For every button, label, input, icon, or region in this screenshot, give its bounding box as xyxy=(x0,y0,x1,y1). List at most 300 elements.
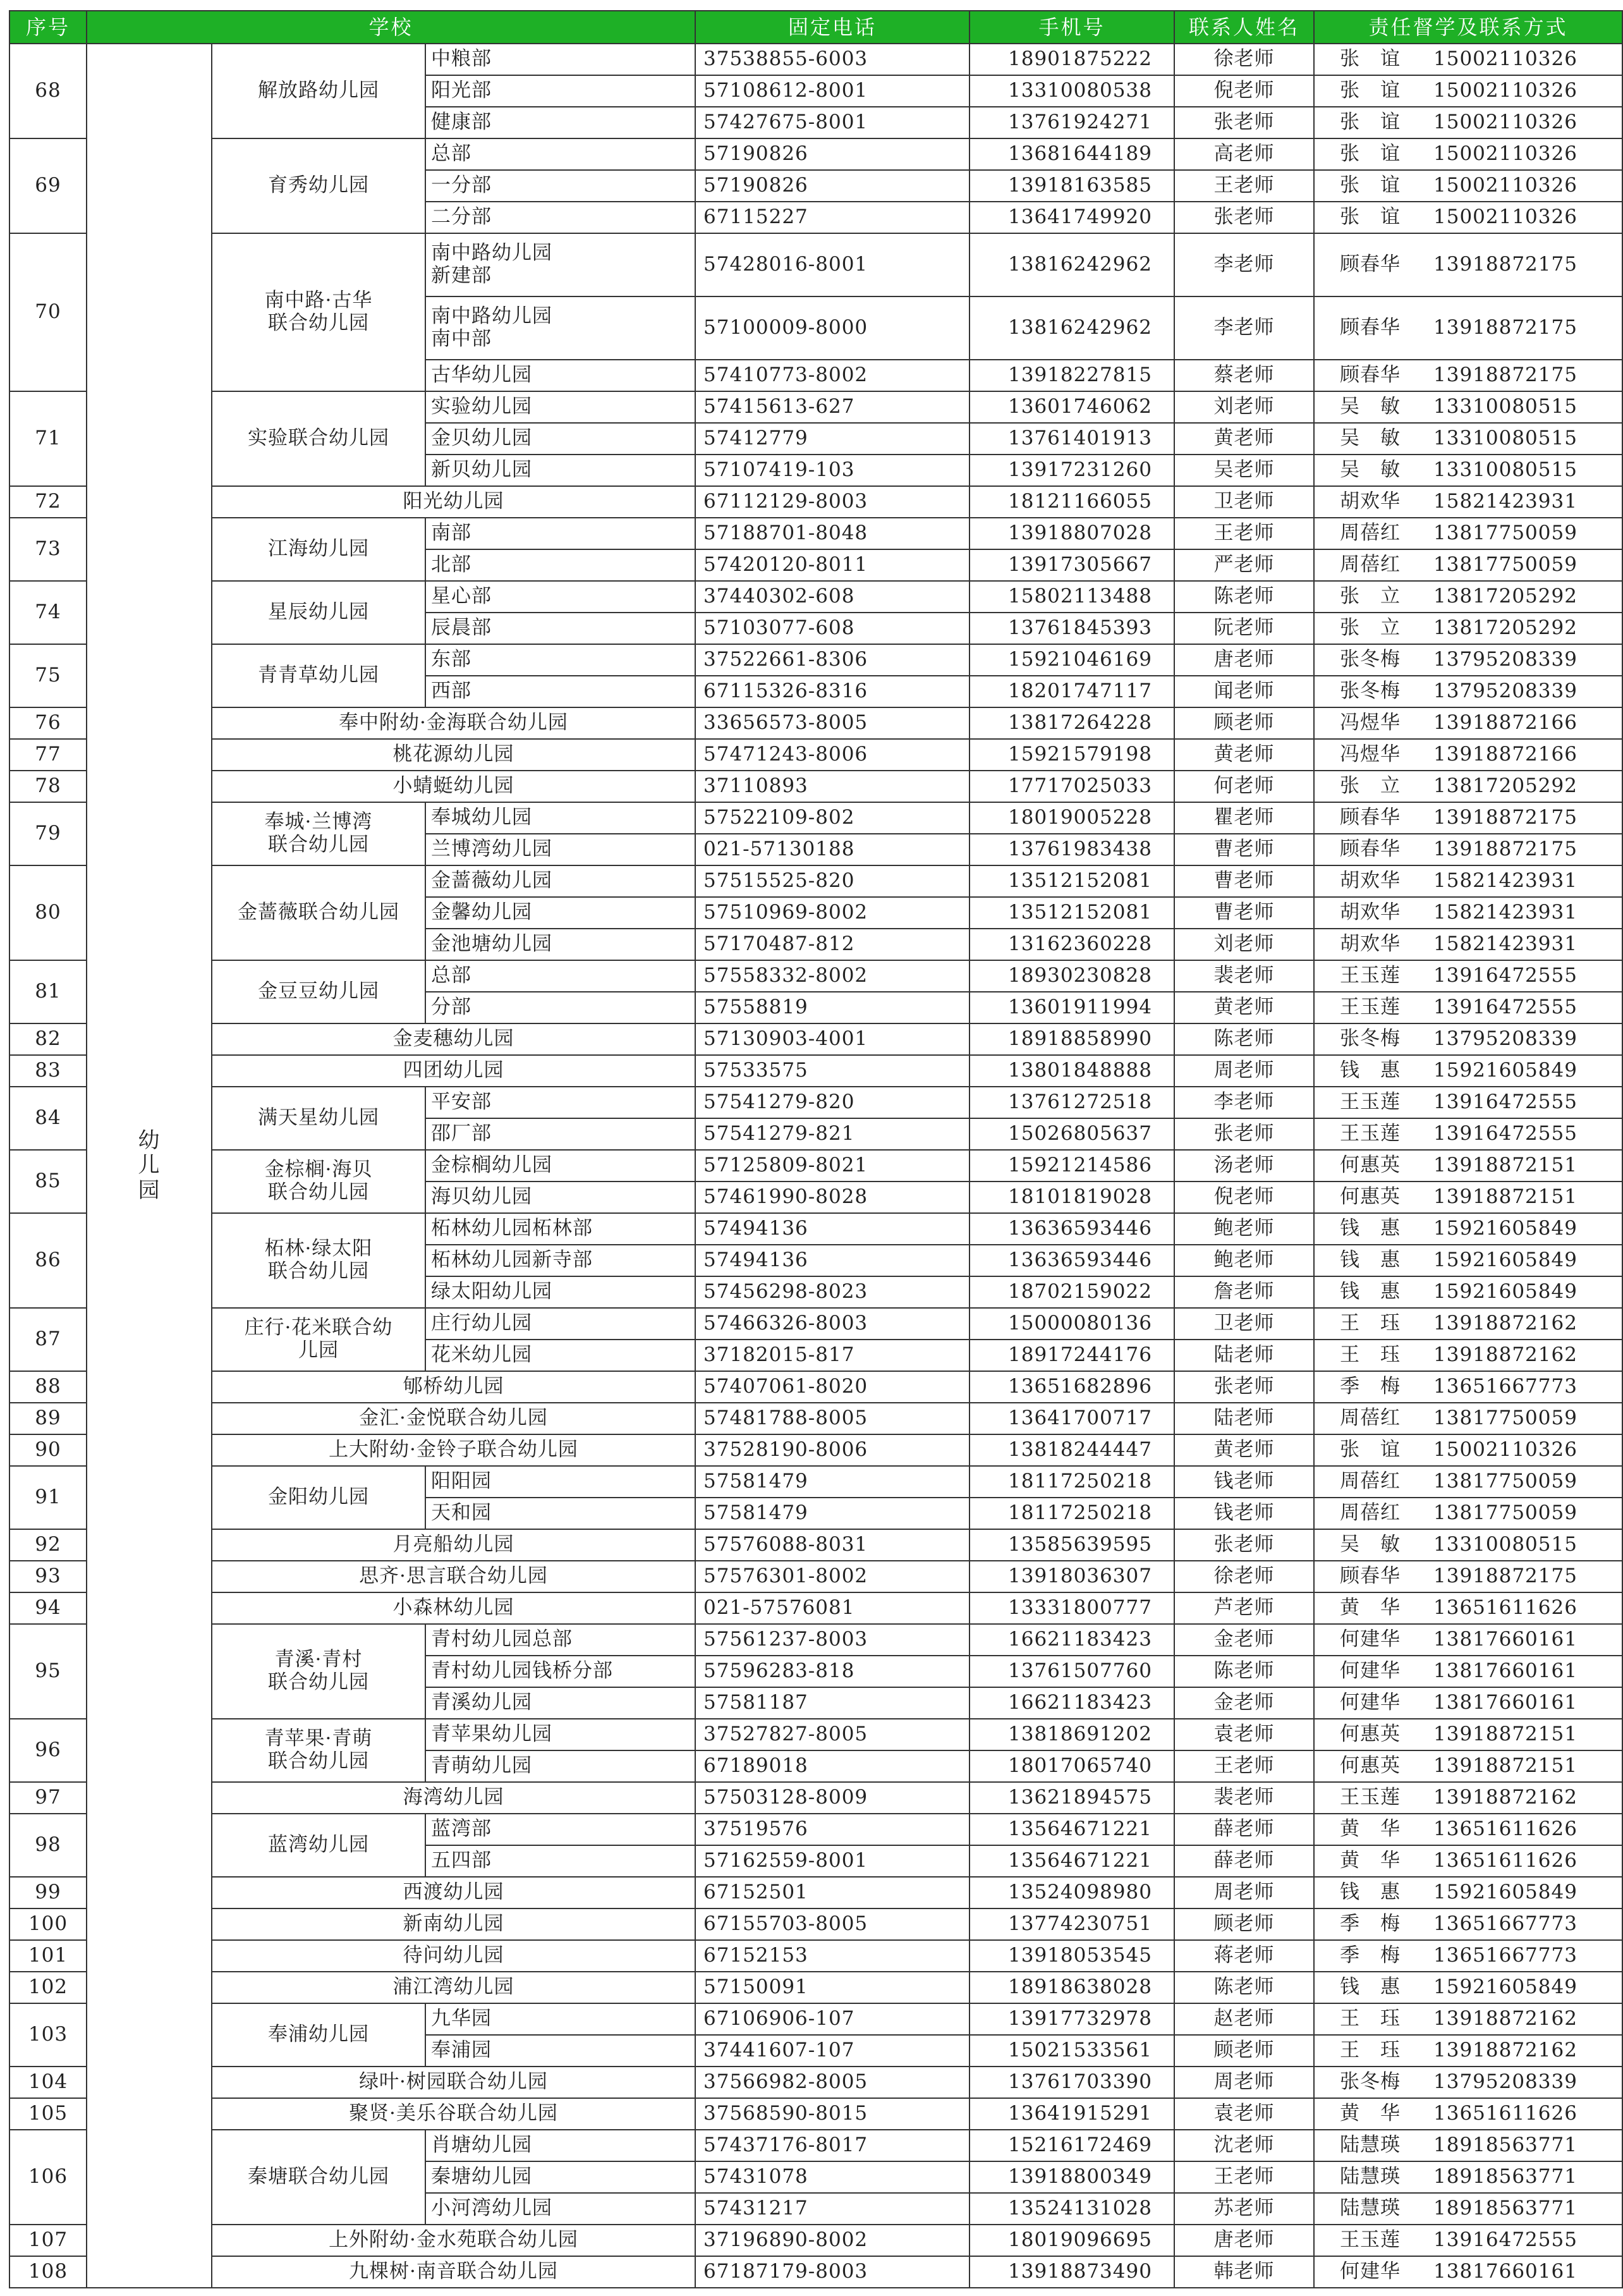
seq-cell: 72 xyxy=(9,486,87,518)
table-row xyxy=(9,1908,1622,1940)
contact-cell: 鲍老师 xyxy=(1174,1213,1314,1245)
mobile-cell: 18918858990 xyxy=(970,1023,1174,1055)
supervisor-name: 王 珏 xyxy=(1340,1343,1401,1367)
supervisor-cell xyxy=(1314,2161,1622,2193)
supervisor-cell xyxy=(1314,1529,1622,1561)
supervisor-phone: 15821423931 xyxy=(1433,932,1577,956)
header-contact: 联系人姓名 xyxy=(1174,11,1314,44)
contact-cell: 周老师 xyxy=(1174,1877,1314,1908)
supervisor-cell xyxy=(1314,1466,1622,1498)
campus-cell: 东部 xyxy=(425,644,695,676)
supervisor-phone: 13310080515 xyxy=(1433,427,1577,450)
table-row xyxy=(9,1023,1622,1055)
campus-cell: 金贝幼儿园 xyxy=(425,423,695,455)
supervisor-cell xyxy=(1314,1972,1622,2003)
table-body xyxy=(9,44,1622,2288)
seq-cell: 75 xyxy=(9,644,87,707)
contact-cell: 李老师 xyxy=(1174,233,1314,296)
contact-cell: 张老师 xyxy=(1174,107,1314,138)
landline-cell: 33656573-8005 xyxy=(695,707,970,739)
supervisor-phone: 13916472555 xyxy=(1433,2228,1577,2252)
supervisor-name: 钱 惠 xyxy=(1340,1249,1401,1272)
mobile-cell: 13918227815 xyxy=(970,360,1174,391)
landline-cell: 57415613-627 xyxy=(695,391,970,423)
supervisor-cell xyxy=(1314,676,1622,707)
supervisor-phone: 13651611626 xyxy=(1433,1817,1577,1841)
supervisor-phone: 13795208339 xyxy=(1433,648,1577,671)
supervisor-phone: 13918872162 xyxy=(1433,2039,1577,2062)
landline-cell: 37196890-8002 xyxy=(695,2225,970,2256)
supervisor-name: 胡欢华 xyxy=(1340,932,1401,956)
supervisor-name: 顾春华 xyxy=(1340,806,1401,829)
mobile-cell: 18702159022 xyxy=(970,1276,1174,1308)
campus-cell: 二分部 xyxy=(425,202,695,233)
supervisor-phone: 13310080515 xyxy=(1433,1533,1577,1556)
supervisor-name: 张 立 xyxy=(1340,616,1401,640)
contact-cell: 唐老师 xyxy=(1174,644,1314,676)
school-cell: 金棕榈·海贝 联合幼儿园 xyxy=(212,1150,425,1213)
mobile-cell: 13816242962 xyxy=(970,296,1174,360)
landline-cell: 57515525-820 xyxy=(695,865,970,897)
seq-cell: 82 xyxy=(9,1023,87,1055)
supervisor-cell xyxy=(1314,644,1622,676)
landline-cell: 57427675-8001 xyxy=(695,107,970,138)
school-cell: 奉城·兰博湾 联合幼儿园 xyxy=(212,802,425,865)
contact-cell: 王老师 xyxy=(1174,170,1314,202)
table-row xyxy=(9,1782,1622,1814)
supervisor-cell xyxy=(1314,1150,1622,1182)
supervisor-name: 钱 惠 xyxy=(1340,1881,1401,1904)
campus-cell: 总部 xyxy=(425,960,695,992)
supervisor-name: 张 谊 xyxy=(1340,205,1401,229)
school-cell: 九棵树·南音联合幼儿园 xyxy=(212,2256,695,2288)
contact-cell: 阮老师 xyxy=(1174,613,1314,644)
table-row xyxy=(9,960,1622,992)
mobile-cell: 13601911994 xyxy=(970,992,1174,1023)
mobile-cell: 15921046169 xyxy=(970,644,1174,676)
campus-cell: 花米幼儿园 xyxy=(425,1340,695,1371)
supervisor-cell xyxy=(1314,613,1622,644)
supervisor-phone: 13817750059 xyxy=(1433,1407,1577,1430)
supervisor-cell xyxy=(1314,1877,1622,1908)
supervisor-phone: 15002110326 xyxy=(1433,1438,1577,1462)
landline-cell: 57581479 xyxy=(695,1498,970,1529)
supervisor-cell xyxy=(1314,1845,1622,1877)
supervisor-phone: 13817205292 xyxy=(1433,616,1577,640)
mobile-cell: 18019096695 xyxy=(970,2225,1174,2256)
supervisor-phone: 13817750059 xyxy=(1433,1501,1577,1525)
landline-cell: 57107419-103 xyxy=(695,455,970,486)
contact-cell: 薛老师 xyxy=(1174,1845,1314,1877)
supervisor-phone: 13651667773 xyxy=(1433,1912,1577,1936)
supervisor-cell xyxy=(1314,1087,1622,1118)
supervisor-phone: 13918872151 xyxy=(1433,1154,1577,1177)
school-cell: 金阳幼儿园 xyxy=(212,1466,425,1529)
supervisor-phone: 13918872151 xyxy=(1433,1723,1577,1746)
landline-cell: 37440302-608 xyxy=(695,581,970,613)
supervisor-cell xyxy=(1314,455,1622,486)
contact-cell: 韩老师 xyxy=(1174,2256,1314,2288)
table-row xyxy=(9,1814,1622,1845)
campus-cell: 阳光部 xyxy=(425,75,695,107)
supervisor-cell xyxy=(1314,1687,1622,1719)
supervisor-cell xyxy=(1314,138,1622,170)
supervisor-cell xyxy=(1314,518,1622,549)
supervisor-name: 季 梅 xyxy=(1340,1912,1401,1936)
campus-cell: 奉城幼儿园 xyxy=(425,802,695,834)
header-supervisor: 责任督学及联系方式 xyxy=(1314,11,1622,44)
contact-cell: 苏老师 xyxy=(1174,2193,1314,2225)
supervisor-cell xyxy=(1314,1340,1622,1371)
table-row xyxy=(9,1087,1622,1118)
table-row xyxy=(9,1592,1622,1624)
mobile-cell: 13621894575 xyxy=(970,1782,1174,1814)
mobile-cell: 15921579198 xyxy=(970,739,1174,771)
supervisor-name: 钱 惠 xyxy=(1340,1059,1401,1082)
landline-cell: 57558819 xyxy=(695,992,970,1023)
landline-cell: 021-57130188 xyxy=(695,834,970,865)
school-cell: 秦塘联合幼儿园 xyxy=(212,2130,425,2225)
school-cell: 柘林·绿太阳 联合幼儿园 xyxy=(212,1213,425,1308)
campus-cell: 小河湾幼儿园 xyxy=(425,2193,695,2225)
campus-cell: 阳阳园 xyxy=(425,1466,695,1498)
table-row xyxy=(9,1055,1622,1087)
landline-cell: 57561237-8003 xyxy=(695,1624,970,1656)
supervisor-name: 张 立 xyxy=(1340,774,1401,798)
landline-cell: 67106906-107 xyxy=(695,2003,970,2035)
mobile-cell: 15216172469 xyxy=(970,2130,1174,2161)
supervisor-phone: 13918872151 xyxy=(1433,1185,1577,1209)
seq-cell: 70 xyxy=(9,233,87,391)
landline-cell: 57456298-8023 xyxy=(695,1276,970,1308)
table-row xyxy=(9,233,1622,296)
contact-cell: 卫老师 xyxy=(1174,1308,1314,1340)
supervisor-cell xyxy=(1314,1940,1622,1972)
campus-cell: 星心部 xyxy=(425,581,695,613)
supervisor-phone: 13651667773 xyxy=(1433,1944,1577,1967)
landline-cell: 57130903-4001 xyxy=(695,1023,970,1055)
table-row xyxy=(9,2098,1622,2130)
mobile-cell: 18101819028 xyxy=(970,1182,1174,1213)
supervisor-phone: 13817660161 xyxy=(1433,2260,1577,2283)
header-landline: 固定电话 xyxy=(695,11,970,44)
table-row xyxy=(9,486,1622,518)
landline-cell: 57510969-8002 xyxy=(695,897,970,929)
seq-cell: 86 xyxy=(9,1213,87,1308)
school-cell: 待问幼儿园 xyxy=(212,1940,695,1972)
supervisor-name: 周蓓红 xyxy=(1340,1501,1401,1525)
supervisor-cell xyxy=(1314,739,1622,771)
contact-cell: 张老师 xyxy=(1174,1118,1314,1150)
school-cell: 金麦穗幼儿园 xyxy=(212,1023,695,1055)
table-row xyxy=(9,2225,1622,2256)
contact-cell: 陆老师 xyxy=(1174,1340,1314,1371)
supervisor-cell xyxy=(1314,75,1622,107)
seq-cell: 80 xyxy=(9,865,87,960)
supervisor-cell xyxy=(1314,1561,1622,1592)
table-row xyxy=(9,1940,1622,1972)
supervisor-name: 季 梅 xyxy=(1340,1944,1401,1967)
school-cell: 金豆豆幼儿园 xyxy=(212,960,425,1023)
supervisor-phone: 13918872175 xyxy=(1433,316,1577,339)
school-cell: 阳光幼儿园 xyxy=(212,486,695,518)
campus-cell: 肖塘幼儿园 xyxy=(425,2130,695,2161)
landline-cell: 57103077-608 xyxy=(695,613,970,644)
supervisor-phone: 13817205292 xyxy=(1433,774,1577,798)
contact-cell: 钱老师 xyxy=(1174,1498,1314,1529)
school-cell: 聚贤·美乐谷联合幼儿园 xyxy=(212,2098,695,2130)
supervisor-phone: 15821423931 xyxy=(1433,490,1577,513)
table-row xyxy=(9,1434,1622,1466)
landline-cell: 37528190-8006 xyxy=(695,1434,970,1466)
supervisor-phone: 13817750059 xyxy=(1433,1470,1577,1493)
landline-cell: 57431217 xyxy=(695,2193,970,2225)
landline-cell: 021-57576081 xyxy=(695,1592,970,1624)
campus-cell: 一分部 xyxy=(425,170,695,202)
landline-cell: 37538855-6003 xyxy=(695,44,970,75)
campus-cell: 实验幼儿园 xyxy=(425,391,695,423)
mobile-cell: 13310080538 xyxy=(970,75,1174,107)
supervisor-cell xyxy=(1314,2098,1622,2130)
campus-cell: 青苹果幼儿园 xyxy=(425,1719,695,1750)
mobile-cell: 13585639595 xyxy=(970,1529,1174,1561)
landline-cell: 57494136 xyxy=(695,1213,970,1245)
table-header-row xyxy=(9,11,1622,44)
supervisor-name: 张 谊 xyxy=(1340,47,1401,71)
school-cell: 金汇·金悦联合幼儿园 xyxy=(212,1403,695,1434)
seq-cell: 97 xyxy=(9,1782,87,1814)
contact-cell: 王老师 xyxy=(1174,2161,1314,2193)
supervisor-cell xyxy=(1314,1624,1622,1656)
supervisor-name: 张冬梅 xyxy=(1340,2070,1401,2094)
seq-cell: 105 xyxy=(9,2098,87,2130)
supervisor-phone: 13918872162 xyxy=(1433,2007,1577,2030)
supervisor-name: 陆慧瑛 xyxy=(1340,2165,1401,2189)
seq-cell: 108 xyxy=(9,2256,87,2288)
supervisor-name: 钱 惠 xyxy=(1340,1217,1401,1240)
supervisor-cell xyxy=(1314,107,1622,138)
supervisor-cell xyxy=(1314,1118,1622,1150)
table-row xyxy=(9,1719,1622,1750)
contact-cell: 倪老师 xyxy=(1174,75,1314,107)
contact-cell: 袁老师 xyxy=(1174,2098,1314,2130)
table-row xyxy=(9,1561,1622,1592)
campus-cell: 南部 xyxy=(425,518,695,549)
supervisor-name: 张冬梅 xyxy=(1340,648,1401,671)
school-cell: 育秀幼儿园 xyxy=(212,138,425,233)
school-cell: 海湾幼儿园 xyxy=(212,1782,695,1814)
supervisor-phone: 13916472555 xyxy=(1433,964,1577,987)
mobile-cell: 13564671221 xyxy=(970,1814,1174,1845)
table-row xyxy=(9,1877,1622,1908)
supervisor-phone: 15921605849 xyxy=(1433,1249,1577,1272)
campus-cell: 金池塘幼儿园 xyxy=(425,929,695,960)
supervisor-cell xyxy=(1314,1403,1622,1434)
campus-cell: 北部 xyxy=(425,549,695,581)
contact-cell: 赵老师 xyxy=(1174,2003,1314,2035)
table-row xyxy=(9,1972,1622,2003)
landline-cell: 57581479 xyxy=(695,1466,970,1498)
supervisor-name: 张 谊 xyxy=(1340,1438,1401,1462)
supervisor-phone: 13651667773 xyxy=(1433,1375,1577,1398)
mobile-cell: 13761845393 xyxy=(970,613,1174,644)
campus-cell: 青溪幼儿园 xyxy=(425,1687,695,1719)
supervisor-cell xyxy=(1314,170,1622,202)
table-row xyxy=(9,2003,1622,2035)
supervisor-name: 周蓓红 xyxy=(1340,1407,1401,1430)
mobile-cell: 15026805637 xyxy=(970,1118,1174,1150)
supervisor-phone: 13918872175 xyxy=(1433,1565,1577,1588)
landline-cell: 67155703-8005 xyxy=(695,1908,970,1940)
supervisor-name: 王玉莲 xyxy=(1340,1786,1401,1809)
supervisor-phone: 13310080515 xyxy=(1433,458,1577,482)
landline-cell: 67115326-8316 xyxy=(695,676,970,707)
mobile-cell: 13917305667 xyxy=(970,549,1174,581)
contact-cell: 黄老师 xyxy=(1174,739,1314,771)
seq-cell: 95 xyxy=(9,1624,87,1719)
mobile-cell: 13331800777 xyxy=(970,1592,1174,1624)
seq-cell: 94 xyxy=(9,1592,87,1624)
school-cell: 绿叶·树园联合幼儿园 xyxy=(212,2067,695,2098)
mobile-cell: 18117250218 xyxy=(970,1498,1174,1529)
contact-cell: 严老师 xyxy=(1174,549,1314,581)
mobile-cell: 13761272518 xyxy=(970,1087,1174,1118)
landline-cell: 57410773-8002 xyxy=(695,360,970,391)
supervisor-phone: 13817750059 xyxy=(1433,522,1577,545)
school-cell: 思齐·思言联合幼儿园 xyxy=(212,1561,695,1592)
school-cell: 小森林幼儿园 xyxy=(212,1592,695,1624)
landline-cell: 37110893 xyxy=(695,771,970,802)
landline-cell: 57420120-8011 xyxy=(695,549,970,581)
seq-cell: 99 xyxy=(9,1877,87,1908)
contact-cell: 徐老师 xyxy=(1174,1561,1314,1592)
campus-cell: 南中路幼儿园 南中部 xyxy=(425,296,695,360)
seq-cell: 102 xyxy=(9,1972,87,2003)
mobile-cell: 13774230751 xyxy=(970,1908,1174,1940)
campus-cell: 青村幼儿园总部 xyxy=(425,1624,695,1656)
supervisor-phone: 13651611626 xyxy=(1433,2102,1577,2125)
campus-cell: 奉浦园 xyxy=(425,2035,695,2067)
seq-cell: 77 xyxy=(9,739,87,771)
campus-cell: 天和园 xyxy=(425,1498,695,1529)
supervisor-name: 胡欢华 xyxy=(1340,901,1401,924)
campus-cell: 南中路幼儿园 新建部 xyxy=(425,233,695,296)
header-seq: 序号 xyxy=(9,11,87,44)
supervisor-phone: 13918872166 xyxy=(1433,711,1577,735)
landline-cell: 57541279-821 xyxy=(695,1118,970,1150)
campus-cell: 青村幼儿园钱桥分部 xyxy=(425,1656,695,1687)
supervisor-cell xyxy=(1314,1908,1622,1940)
supervisor-cell xyxy=(1314,1434,1622,1466)
supervisor-name: 黄 华 xyxy=(1340,1817,1401,1841)
mobile-cell: 16621183423 xyxy=(970,1687,1174,1719)
seq-cell: 74 xyxy=(9,581,87,644)
mobile-cell: 15000080136 xyxy=(970,1308,1174,1340)
landline-cell: 57125809-8021 xyxy=(695,1150,970,1182)
campus-cell: 新贝幼儿园 xyxy=(425,455,695,486)
supervisor-name: 顾春华 xyxy=(1340,363,1401,387)
supervisor-phone: 13916472555 xyxy=(1433,996,1577,1019)
supervisor-name: 王 珏 xyxy=(1340,2039,1401,2062)
supervisor-cell xyxy=(1314,44,1622,75)
supervisor-name: 吴 敏 xyxy=(1340,458,1401,482)
supervisor-phone: 15002110326 xyxy=(1433,205,1577,229)
contact-cell: 陈老师 xyxy=(1174,1656,1314,1687)
contact-cell: 张老师 xyxy=(1174,1371,1314,1403)
landline-cell: 57503128-8009 xyxy=(695,1782,970,1814)
landline-cell: 37519576 xyxy=(695,1814,970,1845)
mobile-cell: 18930230828 xyxy=(970,960,1174,992)
category-cell: 幼 儿 园 xyxy=(87,44,212,2288)
contact-cell: 顾老师 xyxy=(1174,1908,1314,1940)
table-row xyxy=(9,518,1622,549)
mobile-cell: 13801848888 xyxy=(970,1055,1174,1087)
campus-cell: 金棕榈幼儿园 xyxy=(425,1150,695,1182)
supervisor-phone: 15002110326 xyxy=(1433,174,1577,197)
mobile-cell: 13601746062 xyxy=(970,391,1174,423)
mobile-cell: 13818691202 xyxy=(970,1719,1174,1750)
table-row xyxy=(9,2130,1622,2161)
supervisor-cell xyxy=(1314,2225,1622,2256)
supervisor-cell xyxy=(1314,2256,1622,2288)
table-row xyxy=(9,1150,1622,1182)
school-cell: 浦江湾幼儿园 xyxy=(212,1972,695,2003)
seq-cell: 69 xyxy=(9,138,87,233)
supervisor-name: 周蓓红 xyxy=(1340,553,1401,577)
mobile-cell: 13641915291 xyxy=(970,2098,1174,2130)
supervisor-cell xyxy=(1314,992,1622,1023)
school-cell: 青溪·青村 联合幼儿园 xyxy=(212,1624,425,1719)
table-row xyxy=(9,707,1622,739)
school-cell: 小蜻蜓幼儿园 xyxy=(212,771,695,802)
landline-cell: 57461990-8028 xyxy=(695,1182,970,1213)
campus-cell: 总部 xyxy=(425,138,695,170)
landline-cell: 37441607-107 xyxy=(695,2035,970,2067)
landline-cell: 37182015-817 xyxy=(695,1340,970,1371)
landline-cell: 57190826 xyxy=(695,170,970,202)
header-mobile: 手机号 xyxy=(970,11,1174,44)
supervisor-name: 王 珏 xyxy=(1340,1312,1401,1335)
school-cell: 新南幼儿园 xyxy=(212,1908,695,1940)
supervisor-name: 张 立 xyxy=(1340,585,1401,608)
mobile-cell: 17717025033 xyxy=(970,771,1174,802)
mobile-cell: 15921214586 xyxy=(970,1150,1174,1182)
campus-cell: 金蔷薇幼儿园 xyxy=(425,865,695,897)
mobile-cell: 13918873490 xyxy=(970,2256,1174,2288)
landline-cell: 57558332-8002 xyxy=(695,960,970,992)
supervisor-phone: 15921605849 xyxy=(1433,1059,1577,1082)
supervisor-phone: 13918872162 xyxy=(1433,1343,1577,1367)
supervisor-name: 黄 华 xyxy=(1340,1596,1401,1620)
mobile-cell: 15021533561 xyxy=(970,2035,1174,2067)
supervisor-cell xyxy=(1314,549,1622,581)
table-row xyxy=(9,2067,1622,2098)
mobile-cell: 13641700717 xyxy=(970,1403,1174,1434)
supervisor-phone: 15821423931 xyxy=(1433,869,1577,893)
mobile-cell: 13162360228 xyxy=(970,929,1174,960)
supervisor-name: 何建华 xyxy=(1340,2260,1401,2283)
campus-cell: 西部 xyxy=(425,676,695,707)
supervisor-name: 吴 敏 xyxy=(1340,395,1401,418)
supervisor-cell xyxy=(1314,1308,1622,1340)
table-row xyxy=(9,391,1622,423)
landline-cell: 37522661-8306 xyxy=(695,644,970,676)
supervisor-name: 周蓓红 xyxy=(1340,522,1401,545)
campus-cell: 古华幼儿园 xyxy=(425,360,695,391)
contact-cell: 汤老师 xyxy=(1174,1150,1314,1182)
supervisor-name: 王玉莲 xyxy=(1340,2228,1401,2252)
supervisor-phone: 13795208339 xyxy=(1433,680,1577,703)
